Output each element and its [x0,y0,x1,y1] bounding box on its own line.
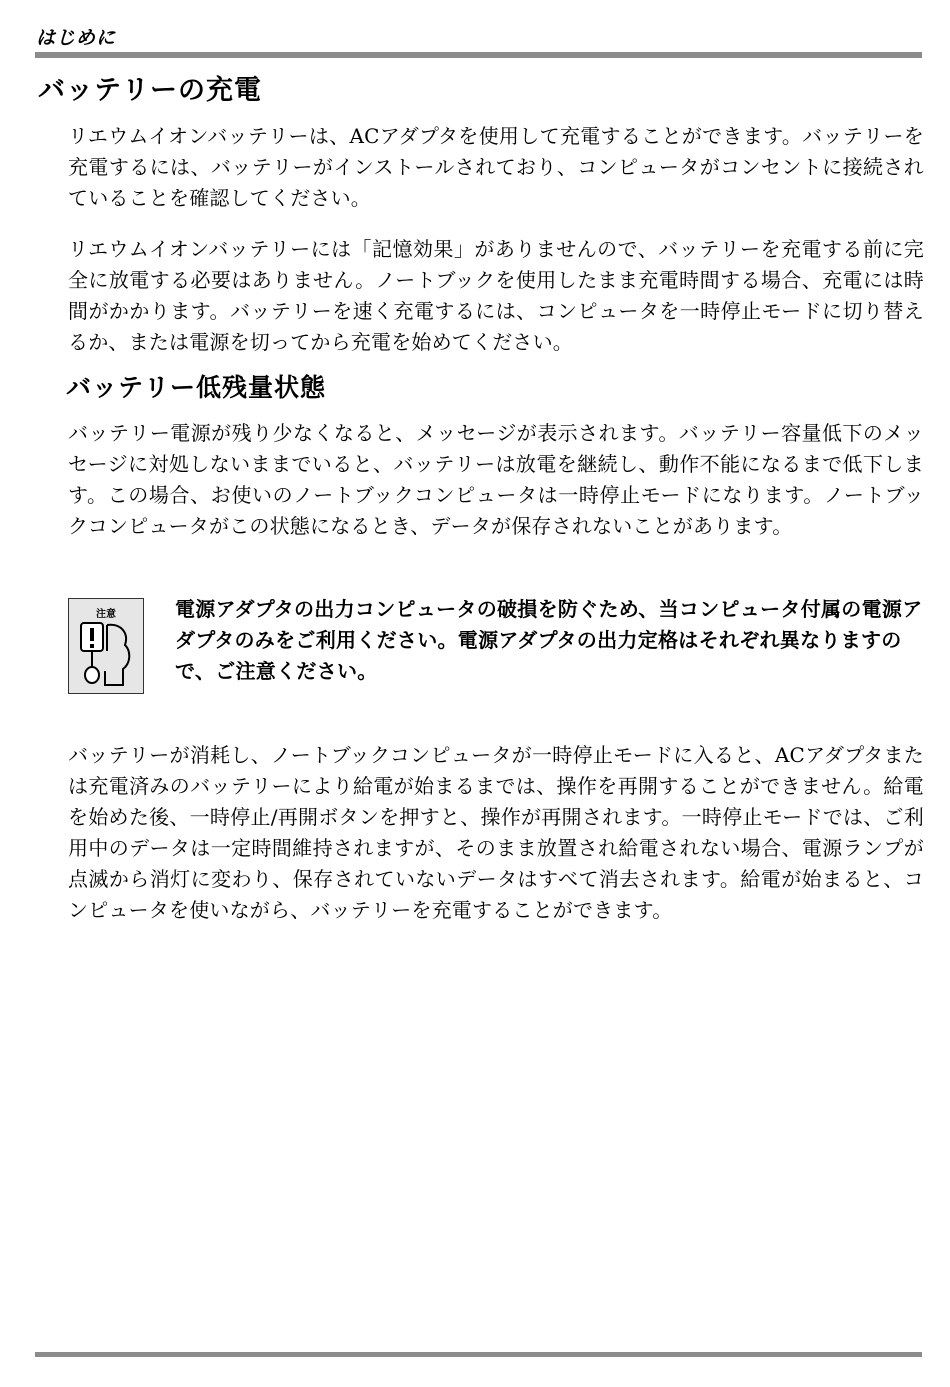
charging-paragraph-1: リエウムイオンバッテリーは、ACアダプタを使用して充電することができます。バッテリーを充電するには、バッテリーがインストールされており、コンピュータがコンセントに接続されていることを確認してください。 [68,124,924,210]
caution-label: 注意 [96,609,116,620]
caution-badge [68,598,144,694]
charging-paragraph-2: リエウムイオンバッテリーには「記憶効果」がありませんので、バッテリーを充電する前に完全に放電する必要はありません。ノートブックを使用したまま充電時間する場合、充電には時間がかかります。バッテリーを速く充電するには、コンピュータを一時停止モードに切り替えるか、または電源を切ってから充電を始めてください。 [68,237,924,354]
section-title: バッテリーの充電 [38,75,262,106]
closing-paragraph: バッテリーが消耗し、ノートブックコンピュータが一時停止モードに入ると、ACアダプタまたは充電済みのバッテリーにより給電が始まるまでは、操作を再開することができません。給電を始めた後、一時停止/再開ボタンを押すと、操作が再開されます。一時停止モードでは、ご利用中のデータは一定時間維持されますが、そのまま放置され給電されない場合、電源ランプが点滅から消灯に変わり、保存されていないデータはすべて消去されます。給電が始まると、コンピュータを使いながら、バッテリーを充電することができます。 [68,743,924,922]
page-header-label: はじめに [36,27,117,49]
header-divider [35,52,922,58]
warning-icon [77,621,137,693]
caution-text: 電源アダプタの出力コンピュータの破損を防ぐため、当コンピュータ付属の電源アダプタのみをご利用ください。電源アダプタの出力定格はそれぞれ異なりますので、ご注意ください。 [175,597,923,683]
footer-divider [35,1352,922,1357]
low-battery-paragraph: バッテリー電源が残り少なくなると、メッセージが表示されます。バッテリー容量低下のメッセージに対処しないままでいると、バッテリーは放電を継続し、動作不能になるまで低下します。この場合、お使いのノートブックコンピュータは一時停止モードになります。ノートブックコンピュータがこの状態になるとき、データが保存されないことがあります。 [68,421,924,538]
subsection-title: バッテリー低残量状態 [66,373,327,402]
